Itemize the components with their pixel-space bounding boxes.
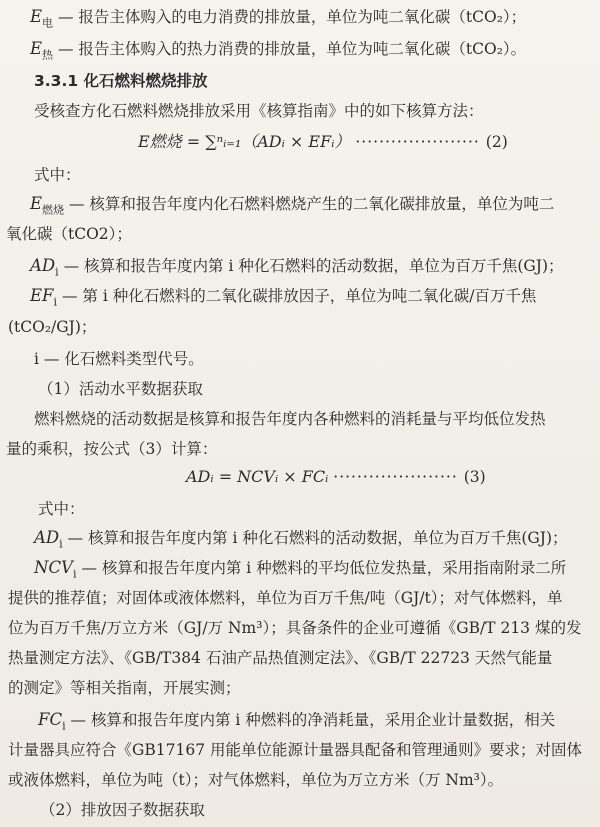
definition-text: — 报告主体购入的热力消费的排放量，单位为吨二氧化碳（tCO₂）。 xyxy=(57,40,527,58)
paragraph-line: 位为百万千焦/万立方米（GJ/万 Nm³）；具备条件的企业可遵循《GB/T 213 煤的发 xyxy=(8,619,582,637)
definition-fc xyxy=(38,709,600,737)
paragraph-line: 热量测定方法》、《GB/T384 石油产品热值测定法》、《GB/T 22723 天然气能量 xyxy=(8,649,553,667)
formula-3 xyxy=(186,466,600,488)
paragraph-line: (tCO₂/GJ)； xyxy=(8,318,97,336)
symbol-subscript: i xyxy=(55,265,59,279)
section-heading: 3.3.1 化石燃料燃烧排放 xyxy=(34,72,208,90)
definition-ncv xyxy=(34,557,600,585)
symbol-fc: FC xyxy=(38,710,63,729)
formula-number: (3) xyxy=(463,468,486,486)
paragraph-line: 量的乘积，按公式（3）计算： xyxy=(6,440,218,458)
symbol-subscript: i xyxy=(72,567,77,581)
formula-2 xyxy=(138,131,600,153)
symbol-e: E xyxy=(30,7,43,26)
symbol-ad: AD xyxy=(30,256,56,275)
symbol-subscript: i xyxy=(53,295,58,309)
formula-number: (2) xyxy=(485,133,508,151)
definition-e-combustion xyxy=(30,193,600,221)
formula-text: E燃烧 = ∑ⁿᵢ₌₁（ADᵢ × EFᵢ） xyxy=(138,132,351,151)
subsection-label: （1）活动水平数据获取 xyxy=(38,380,203,398)
symbol-e: E xyxy=(30,194,43,213)
formula-text: ADᵢ = NCVᵢ × FCᵢ xyxy=(186,467,329,486)
formula-leader-dots: ····················· xyxy=(355,133,486,151)
definition-ad xyxy=(34,527,600,555)
definition-text: — 核算和报告年度内第 i 种化石燃料的活动数据，单位为百万千焦(GJ)； xyxy=(67,529,568,547)
definition-text: — 第 i 种化石燃料的二氧化碳排放因子，单位为吨二氧化碳/百万千焦 xyxy=(61,287,537,305)
paragraph-line: i — 化石燃料类型代号。 xyxy=(34,350,204,368)
definition-text: — 报告主体购入的电力消费的排放量，单位为吨二氧化碳（tCO₂）； xyxy=(57,8,527,26)
definition-e-heat xyxy=(30,38,600,66)
formula-leader-dots: ····················· xyxy=(333,468,464,486)
paragraph-line: 式中： xyxy=(34,166,81,184)
symbol-subscript: 电 xyxy=(42,16,54,30)
definition-text: — 核算和报告年度内化石燃料燃烧产生的二氧化碳排放量，单位为吨二 xyxy=(68,195,555,213)
paragraph-line: 计量器具应符合《GB17167 用能单位能源计量器具配备和管理通则》要求；对固体 xyxy=(8,741,583,759)
paragraph-line: 燃料燃烧的活动数据是核算和报告年度内各种燃料的消耗量与平均低位发热 xyxy=(34,410,546,428)
symbol-ef: EF xyxy=(30,286,54,305)
definition-text: — 核算和报告年度内第 i 种燃料的平均低位发热量，采用指南附录二所 xyxy=(81,559,567,577)
symbol-subscript: 热 xyxy=(42,48,54,62)
definition-ef xyxy=(30,285,600,313)
symbol-e: E xyxy=(30,39,43,58)
subsection-label: （2）排放因子数据获取 xyxy=(40,801,205,819)
symbol-subscript: i xyxy=(59,537,63,551)
symbol-ad: AD xyxy=(34,528,60,547)
symbol-ncv: NCV xyxy=(34,558,73,577)
paragraph-line: 式中： xyxy=(38,500,85,518)
paragraph-line: 氧化碳（tCO2）； xyxy=(6,225,132,243)
symbol-subscript: i xyxy=(62,719,66,733)
paragraph-line: 的测定》等相关指南，开展实测； xyxy=(8,679,241,697)
definition-ad xyxy=(30,255,600,283)
definition-text: — 核算和报告年度内第 i 种燃料的净消耗量，采用企业计量数据，相关 xyxy=(70,711,556,729)
definition-text: — 核算和报告年度内第 i 种化石燃料的活动数据，单位为百万千焦(GJ)； xyxy=(63,257,564,275)
symbol-subscript: 燃烧 xyxy=(42,203,65,217)
paragraph-line: 受核查方化石燃料燃烧排放采用《核算指南》中的如下核算方法： xyxy=(34,102,484,120)
paragraph-line: 提供的推荐值；对固体或液体燃料，单位为百万千焦/吨（GJ/t）；对气体燃料，单 xyxy=(8,589,563,607)
definition-e-electricity xyxy=(30,6,600,34)
paragraph-line: 或液体燃料，单位为吨（t）；对气体燃料，单位为万立方米（万 Nm³）。 xyxy=(8,771,504,789)
